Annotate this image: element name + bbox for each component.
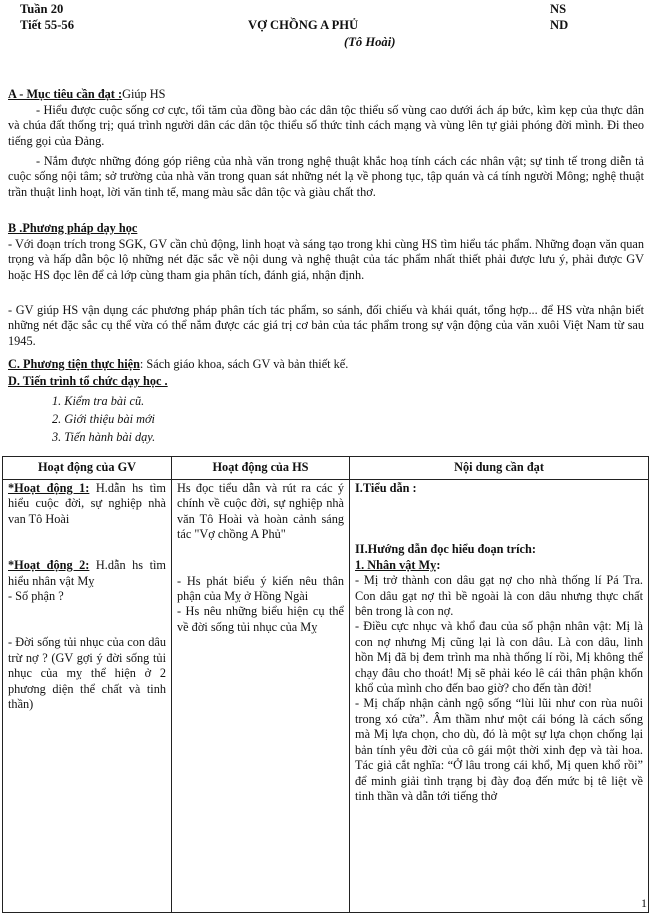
objective-paragraph-2: - Nắm được những đóng góp riêng của nhà văn trong nghệ thuật khắc hoạ tính cách các nhân vật; sự tinh tế trong diễn tả cuộc sống nội tâm; sở trường của nhà văn trong quan sát những nét lạ về phong tục, tập quán và cá tính người Mông; nghệ thuật trần thuật linh hoạt, lời văn tinh tế, mang màu sắc dân tộc và giàu chất thơ. xyxy=(8,154,644,199)
method-paragraph-2: - GV giúp HS vận dụng các phương pháp phân tích tác phẩm, so sánh, đối chiếu và khái quát, tổng hợp... để HS vừa nhận biết những nét đặc sắc cụ thể vừa có thể nắm được các giá trị cơ bản của tác phẩm trong sự vận động của văn xuôi Việt Nam từ sau 1945. xyxy=(8,303,644,348)
section-c-text: : Sách giáo khoa, sách GV và bản thiết kế. xyxy=(139,357,349,371)
section-a-heading xyxy=(8,87,165,102)
content-subsection-tail: : xyxy=(436,557,441,572)
section-d-heading: D. Tiến trình tổ chức dạy học . xyxy=(8,374,168,388)
activity-1-text: H.dẫn hs tìm hiểu cuộc đời, sự nghiệp nhà van Tô Hoài xyxy=(8,481,166,526)
lesson-table xyxy=(2,456,649,913)
activity-2 xyxy=(8,558,166,589)
section-a-title-tail: Giúp HS xyxy=(122,87,166,101)
content-cell xyxy=(350,480,649,913)
content-subsection xyxy=(355,558,643,573)
activity-1 xyxy=(8,481,166,527)
gv-cell xyxy=(3,480,172,913)
activity-1-title: *Hoạt động 1: xyxy=(8,481,90,495)
section-a-title: A - Mục tiêu cần đạt : xyxy=(8,87,123,101)
section-b-heading: B .Phương pháp dạy học xyxy=(8,221,138,235)
hs-response-2: - Hs phát biểu ý kiến nêu thân phận của Mỵ ở Hồng Ngài xyxy=(177,573,344,604)
lesson-title: VỢ CHỒNG A PHỦ xyxy=(248,18,359,32)
section-c-heading: C. Phương tiện thực hiện xyxy=(8,357,140,371)
activity-2-text: H.dẫn hs tìm hiểu nhân vật Mỵ xyxy=(8,558,166,588)
method-paragraph-1: - Với đoạn trích trong SGK, GV cần chủ động, linh hoạt và sáng tạo trong khi cùng HS tìm hiểu tác phẩm. Những đoạn văn quan trọng và hấp dẫn bộc lộ những nét đặc sắc về nội dung và nghệ thuật của tác phẩm nhất thiết phải được lưu ý, phải được GV hoặc HS đọc lên để cả lớp cùng tham gia phân tích, đánh giá, nhận định. xyxy=(8,237,644,282)
content-subsection-title: 1. Nhân vật Mỵ xyxy=(355,557,437,572)
table-header-row xyxy=(3,457,649,480)
gv-question-1: - Số phận ? xyxy=(8,589,64,604)
step-item: 2. Giới thiệu bài mới xyxy=(52,412,155,426)
table-row xyxy=(3,480,649,913)
hs-response-3: - Hs nêu những biểu hiện cụ thể về đời sống tủi nhục của Mỵ xyxy=(177,604,344,634)
content-section-2: II.Hướng dẫn đọc hiểu đoạn trích: xyxy=(355,542,536,557)
page-number: 1 xyxy=(641,895,647,910)
hs-response-1: Hs đọc tiểu dẫn và rút ra các ý chính về cuộc đời, sự nghiệp nhà văn Tô Hoài và hoàn cảnh sáng tác "Vợ chồng A Phủ" xyxy=(177,481,344,542)
nd-label: ND xyxy=(550,18,569,32)
ns-label: NS xyxy=(550,2,567,16)
period-label: Tiết 55-56 xyxy=(20,18,74,32)
step-item: 1. Kiểm tra bài cũ. xyxy=(52,394,145,408)
content-paragraph-1: - Mị trở thành con dâu gạt nợ cho nhà thống lí Pá Tra. Con dâu gạt nợ thì bề ngoài là con dâu nhưng thực chất bên trong là con nợ. xyxy=(355,573,643,619)
content-paragraph-2: - Điều cực nhục và khổ đau của số phận nhân vật: Mị là con nợ nhưng Mị cũng lại là con dâu. Là con dâu, linh hồn Mị đã bị đem trình ma nhà thống lí rồi, Mị không thể chạy đâu cho thoát! Mị sẽ phải kéo lê cái thân phận khốn khổ của mình cho đến bao giờ? cho đến tàn đời! xyxy=(355,619,643,696)
objective-paragraph-1: - Hiểu được cuộc sống cơ cực, tối tăm của đồng bào các dân tộc thiểu số vùng cao dưới ách áp bức, kìm kẹp của thực dân và chúa đất thống trị; quá trình người dân các dân tộc thiểu số thức tỉnh cách mạng và vùng lên tự giải phóng đời mình. Đi theo tiếng gọi của Đảng. xyxy=(8,103,644,148)
section-c xyxy=(8,357,644,372)
column-header-content: Nội dung cần đạt xyxy=(350,457,649,480)
hs-cell xyxy=(172,480,350,913)
column-header-hs: Hoạt động của HS xyxy=(172,457,350,480)
gv-question-2: - Đời sống tủi nhục của con dâu trừ nợ ? (GV gợi ý đời sống tủi nhục của mỵ thể hiện ở 2 phương diện thể chất và tinh thần) xyxy=(8,635,166,712)
author-name: (Tô Hoài) xyxy=(344,35,396,49)
column-header-gv: Hoạt động của GV xyxy=(3,457,172,480)
week-label: Tuần 20 xyxy=(20,2,64,16)
content-paragraph-3: - Mị chấp nhận cảnh ngộ sống “lùi lũi như con rùa nuôi trong xó cửa”. Âm thầm như một cái bóng là cách sống mà Mị lựa chọn, cho dù, đó là một sự lựa chọn chống lại bản tính yêu đời của cô gái một thời xinh đẹp và tài hoa. Tác giả cắt nghĩa: “Ở lâu trong cái khổ, Mị quen khổ rồi” để minh giải tình trạng bị đày đoạ đến mức bị tê liệt về tinh thần và dẫn tới tiếng thở xyxy=(355,696,643,803)
content-section-1: I.Tiểu dẫn : xyxy=(355,481,417,495)
step-item: 3. Tiến hành bài dạy. xyxy=(52,430,156,444)
lesson-steps xyxy=(52,392,155,446)
activity-2-title: *Hoạt động 2: xyxy=(8,558,90,573)
